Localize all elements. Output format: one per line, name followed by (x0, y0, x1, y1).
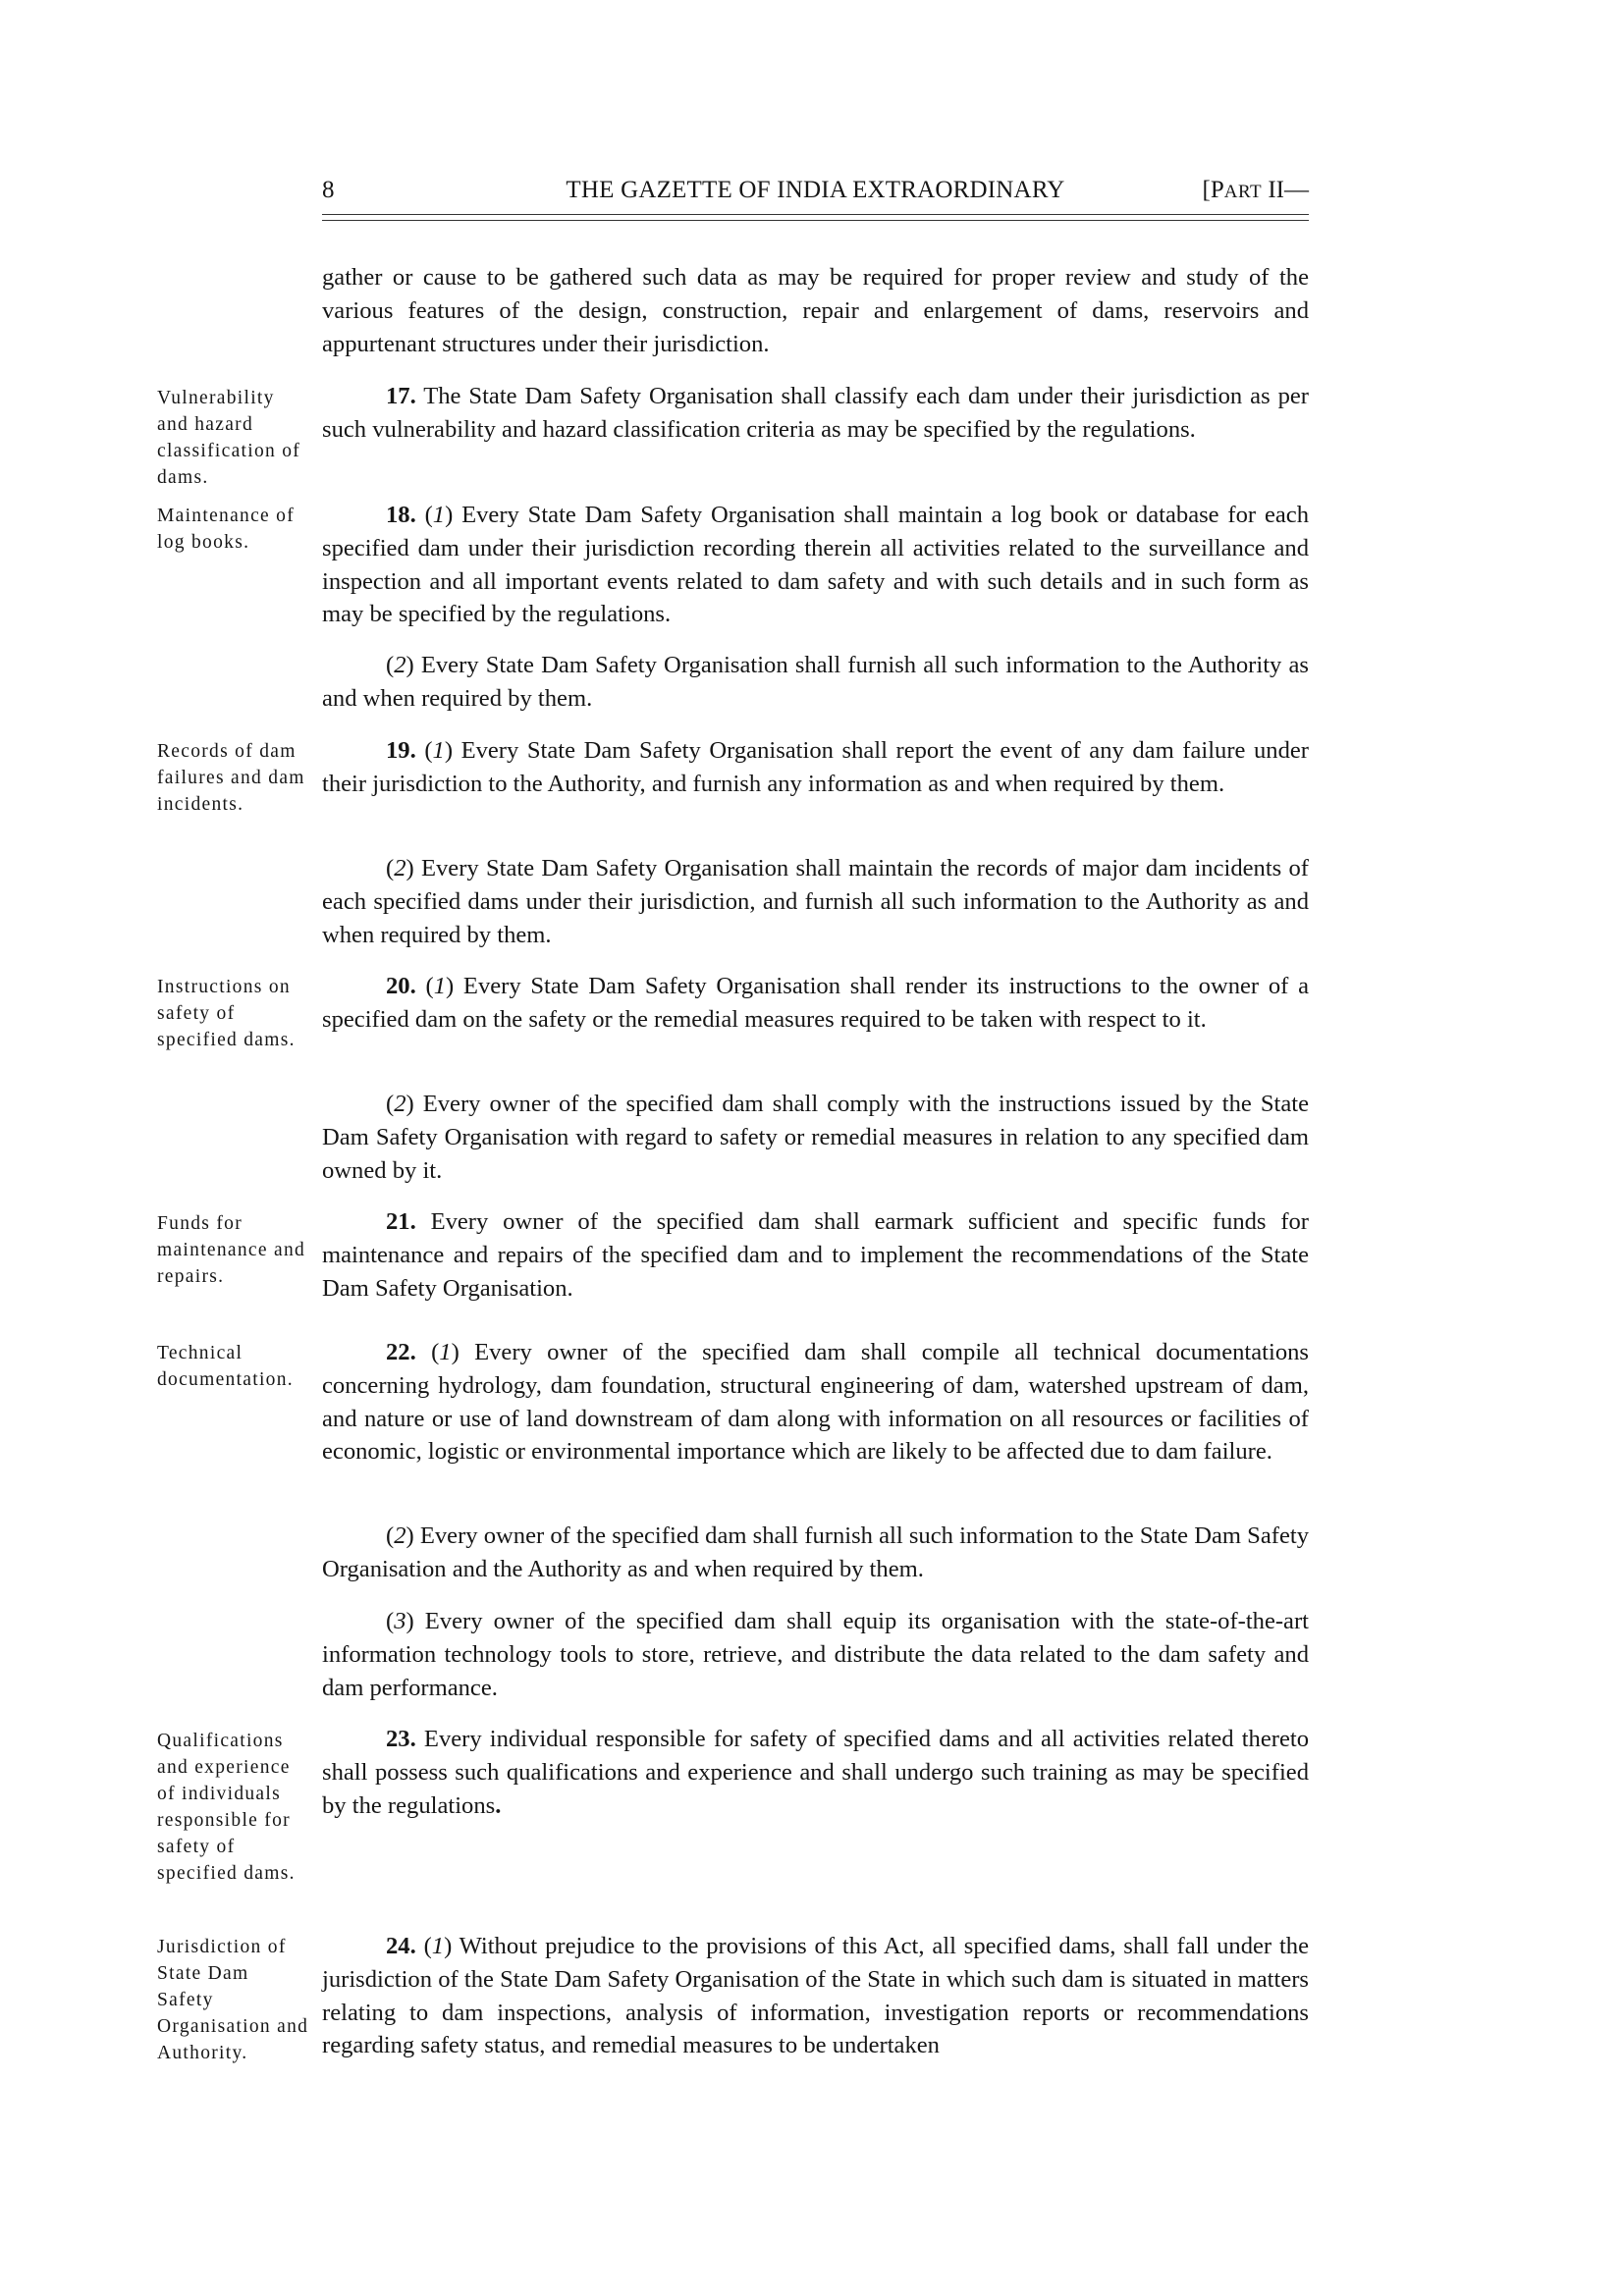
gazette-title: THE GAZETTE OF INDIA EXTRAORDINARY (566, 177, 1065, 203)
subsection-open: ( (386, 1608, 395, 1634)
section-number: 21. (386, 1208, 416, 1235)
section-22-2 (322, 1520, 1309, 1586)
header-rule-top (322, 214, 1309, 215)
section-19-2 (322, 852, 1309, 951)
section-19-1 (322, 734, 1309, 801)
section-text: ) Every State Dam Safety Organisation shall render its instructions to the owner of a specified dam on the safety or the remedial measures required to be taken with respect to it. (322, 973, 1309, 1033)
marginal-note-22: Technical documentation. (157, 1343, 294, 1390)
subsection-open: ( (415, 502, 433, 528)
subsection-number: 2 (394, 855, 406, 881)
marginal-note-23: Qualifications and experience of individuals responsible for safety of specified dams. (157, 1731, 296, 1884)
section-text: ) Every owner of the specified dam shall compile all technical documentations concerning hydrology, dam foundation, structural engineering of dam, watershed upstream of dam, and nature or use of land downstream of dam along with information on all resources or facilities of economic, logistic or environmental importance which are likely to be affected due to dam failure. (322, 1339, 1309, 1466)
section-text: Every owner of the specified dam shall earmark sufficient and specific funds for maintenance and repairs of the specified dam and to implement the recommendations of the State Dam Safety Organisation. (322, 1208, 1309, 1302)
marginal-note-18: Maintenance of log books. (157, 506, 296, 553)
subsection-number: 1 (432, 737, 445, 764)
subsection-number: 1 (439, 1339, 452, 1365)
part-label (1203, 177, 1310, 204)
subsection-open: ( (386, 1522, 395, 1549)
section-22-3 (322, 1605, 1309, 1704)
subsection-open: ( (415, 737, 433, 764)
subsection-number: 3 (394, 1608, 406, 1634)
section-22-1 (322, 1336, 1309, 1468)
subsection-open: ( (415, 973, 434, 999)
section-number: 24. (386, 1933, 416, 1959)
page-number: 8 (322, 177, 335, 203)
section-text: ) Every State Dam Safety Organisation shall report the event of any dam failure under their jurisdiction to the Authority, and furnish any information as and when required by them. (322, 737, 1309, 797)
subsection-number: 1 (431, 1933, 445, 1959)
section-number: 19. (386, 737, 416, 764)
part-label-small-caps: ART (1223, 182, 1263, 202)
section-17 (322, 380, 1309, 447)
header-rule-bottom (322, 220, 1309, 221)
section-text: ) Every owner of the specified dam shall equip its organisation with the state-of-the-art information technology tools to store, retrieve, and distribute the data related to the dam safety and dam performance. (322, 1608, 1309, 1701)
section-20-1 (322, 970, 1309, 1037)
subsection-number: 2 (394, 1091, 406, 1117)
section-20-2 (322, 1088, 1309, 1187)
section-number: 22. (386, 1339, 416, 1365)
subsection-number: 1 (433, 973, 446, 999)
section-text: ) Every State Dam Safety Organisation shall furnish all such information to the Authority as and when required by them. (322, 652, 1309, 712)
section-number: 17. (386, 383, 416, 409)
section-number: 20. (386, 973, 416, 999)
section-text: ) Every owner of the specified dam shall comply with the instructions issued by the State Dam Safety Organisation with regard to safety or remedial measures in relation to any specified dam owned by it. (322, 1091, 1309, 1184)
marginal-note-19: Records of dam failures and dam incidents. (157, 741, 305, 815)
section-text: ) Every State Dam Safety Organisation shall maintain a log book or database for each specified dam under their jurisdiction recording therein all activities related to the surveillance and inspection and all important events related to dam safety and with such details and in such form as may be specified by the regulations. (322, 502, 1309, 628)
part-label-bracket: [P (1202, 177, 1224, 203)
section-number: 23. (386, 1726, 416, 1752)
subsection-open: ( (386, 855, 395, 881)
marginal-note-20: Instructions on safety of specified dams. (157, 977, 296, 1050)
subsection-open: ( (415, 1339, 440, 1365)
marginal-note-17: Vulnerability and hazard classification of dams. (157, 388, 301, 488)
section-23 (322, 1723, 1309, 1822)
subsection-open: ( (386, 1091, 395, 1117)
part-label-rest: II— (1262, 177, 1309, 203)
marginal-note-24: Jurisdiction of State Dam Safety Organisation and Authority. (157, 1937, 309, 2063)
section-18-2 (322, 649, 1309, 716)
section-18-1 (322, 499, 1309, 631)
section-text: ) Every owner of the specified dam shall furnish all such information to the State Dam Safety Organisation and the Authority as and when required by them. (322, 1522, 1309, 1582)
section-24-1 (322, 1930, 1309, 2062)
section-number: 18. (386, 502, 416, 528)
section-text: Every individual responsible for safety of specified dams and all activities related thereto shall possess such qualifications and experience and shall undergo such training as may be specified by the regulations (322, 1726, 1309, 1819)
marginal-note-21: Funds for maintenance and repairs. (157, 1213, 306, 1287)
section-text: The State Dam Safety Organisation shall classify each dam under their jurisdiction as per such vulnerability and hazard classification criteria as may be specified by the regulations. (322, 383, 1309, 443)
subsection-number: 2 (394, 1522, 406, 1549)
section-text: ) Every State Dam Safety Organisation shall maintain the records of major dam incidents of each specified dams under their jurisdiction, and furnish all such information to the Authority as and when required by them. (322, 855, 1309, 948)
subsection-open: ( (415, 1933, 432, 1959)
section-21 (322, 1205, 1309, 1305)
page-header (322, 177, 1309, 206)
subsection-number: 1 (432, 502, 446, 528)
subsection-number: 2 (394, 652, 406, 678)
section-end-period: . (495, 1791, 502, 1819)
intro-paragraph: gather or cause to be gathered such data as may be required for proper review and study of the various features of the design, construction, repair and enlargement of dams, reservoirs and appurtenant structures under their jurisdiction. (322, 264, 1309, 357)
subsection-open: ( (386, 652, 395, 678)
section-text: ) Without prejudice to the provisions of this Act, all specified dams, shall fall under the jurisdiction of the State Dam Safety Organisation of the State in which such dam is situated in matters relating to dam inspections, analysis of information, investigation reports or recommendations regarding safety status, and remedial measures to be undertaken (322, 1933, 1309, 2059)
